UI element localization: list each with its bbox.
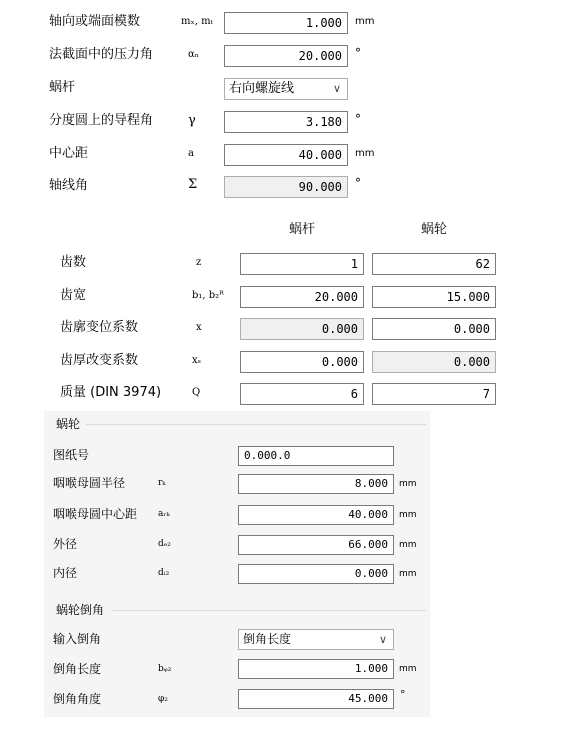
chamfer-angle-symbol: φ₂ bbox=[158, 694, 168, 704]
inner-diameter-unit: mm bbox=[399, 569, 417, 579]
chamfer-length-input[interactable]: 1.000 bbox=[238, 659, 394, 679]
center-distance-unit: mm bbox=[355, 148, 375, 159]
chamfer-group-title: 蜗轮倒角 bbox=[56, 603, 105, 617]
shaft-angle-input: 90.000 bbox=[224, 176, 348, 198]
throat-radius-unit: mm bbox=[399, 479, 417, 489]
center-distance-input[interactable]: 40.000 bbox=[224, 144, 348, 166]
input-chamfer-value: 倒角长度 bbox=[243, 632, 292, 646]
throat-radius-input[interactable]: 8.000 bbox=[238, 474, 394, 494]
throat-center-label: 咽喉母圆中心距 bbox=[53, 507, 138, 521]
face-width-label: 齿宽 bbox=[60, 288, 87, 303]
quality-symbol: Q bbox=[192, 387, 201, 398]
worm-quality-input[interactable]: 6 bbox=[240, 383, 364, 405]
teeth-label: 齿数 bbox=[60, 255, 87, 270]
outer-diameter-unit: mm bbox=[399, 540, 417, 550]
quality-label: 质量 (DIN 3974) bbox=[60, 385, 162, 400]
module-label: 轴向或端面模数 bbox=[49, 14, 141, 29]
wheel-teeth-input[interactable]: 62 bbox=[372, 253, 496, 275]
teeth-symbol: z bbox=[196, 257, 202, 268]
throat-center-symbol: aᵣₖ bbox=[158, 509, 170, 519]
chamfer-angle-input[interactable]: 45.000 bbox=[238, 689, 394, 709]
pressure-angle-input[interactable]: 20.000 bbox=[224, 45, 348, 67]
shaft-angle-label: 轴线角 bbox=[49, 178, 89, 193]
chamfer-length-symbol: bᵩ₂ bbox=[158, 664, 172, 674]
inner-diameter-input[interactable]: 0.000 bbox=[238, 564, 394, 584]
column-header-worm: 蜗杆 bbox=[288, 222, 315, 237]
worm-helix-value: 右向螺旋线 bbox=[229, 81, 295, 96]
module-input[interactable]: 1.000 bbox=[224, 12, 348, 34]
profile-shift-symbol: x bbox=[196, 322, 202, 333]
worm-teeth-input[interactable]: 1 bbox=[240, 253, 364, 275]
wheel-profile-shift-input[interactable]: 0.000 bbox=[372, 318, 496, 340]
lead-angle-input[interactable]: 3.180 bbox=[224, 111, 348, 133]
chevron-down-icon: ∨ bbox=[378, 633, 387, 646]
center-distance-label: 中心距 bbox=[49, 146, 89, 161]
input-chamfer-select[interactable] bbox=[238, 629, 394, 650]
worm-face-width-input[interactable]: 20.000 bbox=[240, 286, 364, 308]
column-header-wheel: 蜗轮 bbox=[420, 222, 447, 237]
chevron-down-icon: ∨ bbox=[332, 82, 341, 95]
module-unit: mm bbox=[355, 16, 375, 27]
throat-center-input[interactable]: 40.000 bbox=[238, 505, 394, 525]
thickness-change-symbol: xₛ bbox=[192, 355, 202, 366]
lead-angle-unit: ° bbox=[355, 112, 361, 126]
pressure-angle-label: 法截面中的压力角 bbox=[49, 47, 154, 62]
module-symbol: mₓ, mₜ bbox=[181, 16, 214, 27]
thickness-change-label: 齿厚改变系数 bbox=[60, 353, 139, 368]
throat-radius-label: 咽喉母圆半径 bbox=[53, 476, 126, 490]
chamfer-length-label: 倒角长度 bbox=[53, 662, 102, 676]
wheel-group-title: 蜗轮 bbox=[56, 417, 81, 431]
chamfer-group-divider bbox=[112, 610, 426, 611]
wheel-quality-input[interactable]: 7 bbox=[372, 383, 496, 405]
profile-shift-label: 齿廓变位系数 bbox=[60, 320, 139, 335]
worm-label: 蜗杆 bbox=[49, 80, 76, 95]
wheel-group-divider bbox=[86, 424, 426, 425]
throat-center-unit: mm bbox=[399, 510, 417, 520]
wheel-face-width-input[interactable]: 15.000 bbox=[372, 286, 496, 308]
face-width-symbol: b₁, b₂ᴿ bbox=[192, 290, 224, 301]
lead-angle-symbol: γ bbox=[188, 113, 196, 128]
worm-profile-shift-input: 0.000 bbox=[240, 318, 364, 340]
lead-angle-label: 分度圆上的导程角 bbox=[49, 113, 154, 128]
center-distance-symbol: a bbox=[188, 148, 194, 159]
chamfer-length-unit: mm bbox=[399, 664, 417, 674]
shaft-angle-symbol: Σ bbox=[188, 177, 198, 192]
outer-diameter-label: 外径 bbox=[53, 537, 78, 551]
drawing-number-input[interactable]: 0.000.0 bbox=[238, 446, 394, 466]
worm-helix-select[interactable] bbox=[224, 78, 348, 100]
outer-diameter-input[interactable]: 66.000 bbox=[238, 535, 394, 555]
worm-thickness-change-input[interactable]: 0.000 bbox=[240, 351, 364, 373]
chamfer-angle-unit: ° bbox=[400, 688, 406, 701]
drawing-number-label: 图纸号 bbox=[53, 448, 90, 462]
inner-diameter-symbol: dᵢ₂ bbox=[158, 568, 170, 578]
input-chamfer-label: 输入倒角 bbox=[53, 632, 102, 646]
shaft-angle-unit: ° bbox=[355, 176, 361, 190]
inner-diameter-label: 内径 bbox=[53, 566, 78, 580]
chamfer-angle-label: 倒角角度 bbox=[53, 692, 102, 706]
pressure-angle-unit: ° bbox=[355, 46, 361, 60]
outer-diameter-symbol: dₑ₂ bbox=[158, 539, 171, 549]
throat-radius-symbol: rₖ bbox=[158, 478, 166, 488]
pressure-angle-symbol: αₙ bbox=[188, 49, 200, 60]
wheel-thickness-change-input: 0.000 bbox=[372, 351, 496, 373]
